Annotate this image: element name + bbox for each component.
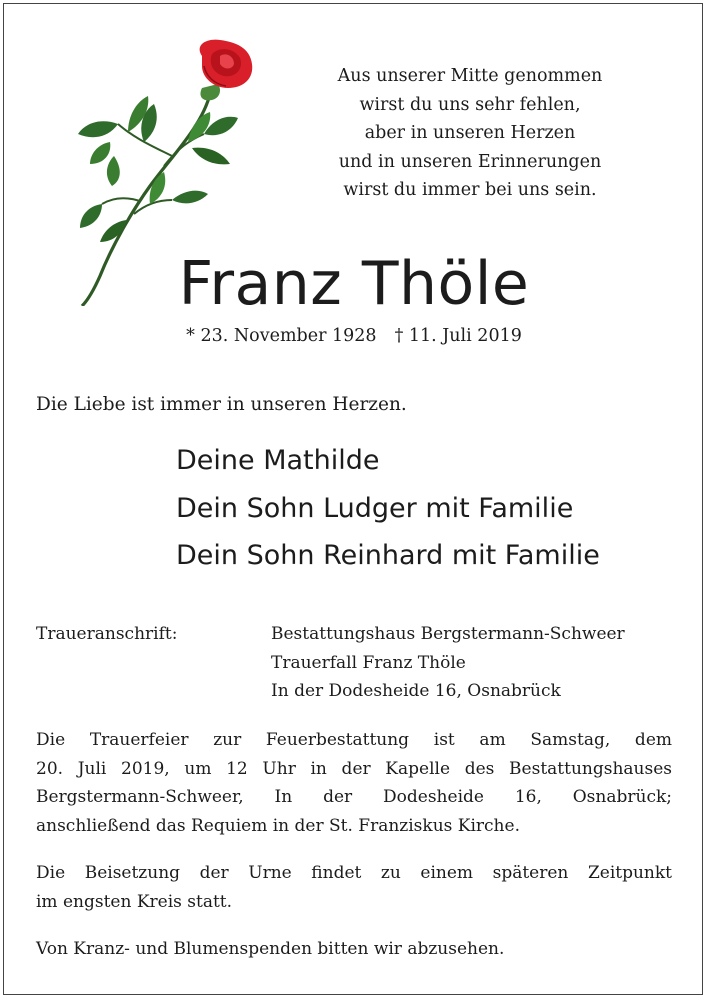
ceremony-line: Die Trauerfeier zur Feuerbestattung ist am Samstag, dem	[36, 730, 672, 750]
ceremony-line: 20. Juli 2019, um 12 Uhr in der Kapelle des Bestattungshauses	[36, 758, 672, 779]
death-date: † 11. Juli 2019	[394, 326, 522, 346]
family-member: Dein Sohn Ludger mit Familie	[176, 492, 574, 524]
burial-line: Die Beisetzung der Urne findet zu einem späteren Zeitpunkt	[36, 863, 672, 883]
mourning-address	[271, 620, 625, 706]
poem-line: aber in unseren Herzen	[364, 123, 576, 143]
address-line: Trauerfall Franz Thöle	[271, 652, 466, 673]
family-member: Deine Mathilde	[176, 445, 380, 476]
ceremony-paragraph	[36, 726, 672, 840]
ceremony-line: anschließend das Requiem in der St. Franziskus Kirche.	[36, 815, 520, 836]
address-line: Bestattungshaus Bergstermann-Schweer	[271, 624, 625, 644]
memorial-poem	[300, 62, 640, 205]
birth-date: * 23. November 1928	[186, 326, 377, 346]
poem-line: Aus unserer Mitte genommen	[337, 66, 603, 86]
family-list	[176, 437, 600, 580]
poem-line: und in unseren Erinnerungen	[338, 151, 602, 172]
address-line: In der Dodesheide 16, Osnabrück	[271, 681, 561, 701]
ceremony-line: Bergstermann-Schweer, In der Dodesheide 16, Osnabrück;	[36, 787, 672, 807]
burial-line: im engsten Kreis statt.	[36, 891, 233, 912]
flowers-note: Von Kranz- und Blumenspenden bitten wir abzusehen.	[36, 939, 505, 959]
burial-paragraph	[36, 859, 672, 916]
poem-line: wirst du uns sehr fehlen,	[359, 94, 581, 115]
love-line: Die Liebe ist immer in unseren Herzen.	[36, 394, 407, 415]
deceased-name: Franz Thöle	[178, 249, 530, 319]
address-label: Traueranschrift:	[36, 624, 178, 644]
family-member: Dein Sohn Reinhard mit Familie	[176, 540, 600, 571]
poem-line: wirst du immer bei uns sein.	[343, 180, 597, 200]
life-dates	[0, 326, 708, 346]
